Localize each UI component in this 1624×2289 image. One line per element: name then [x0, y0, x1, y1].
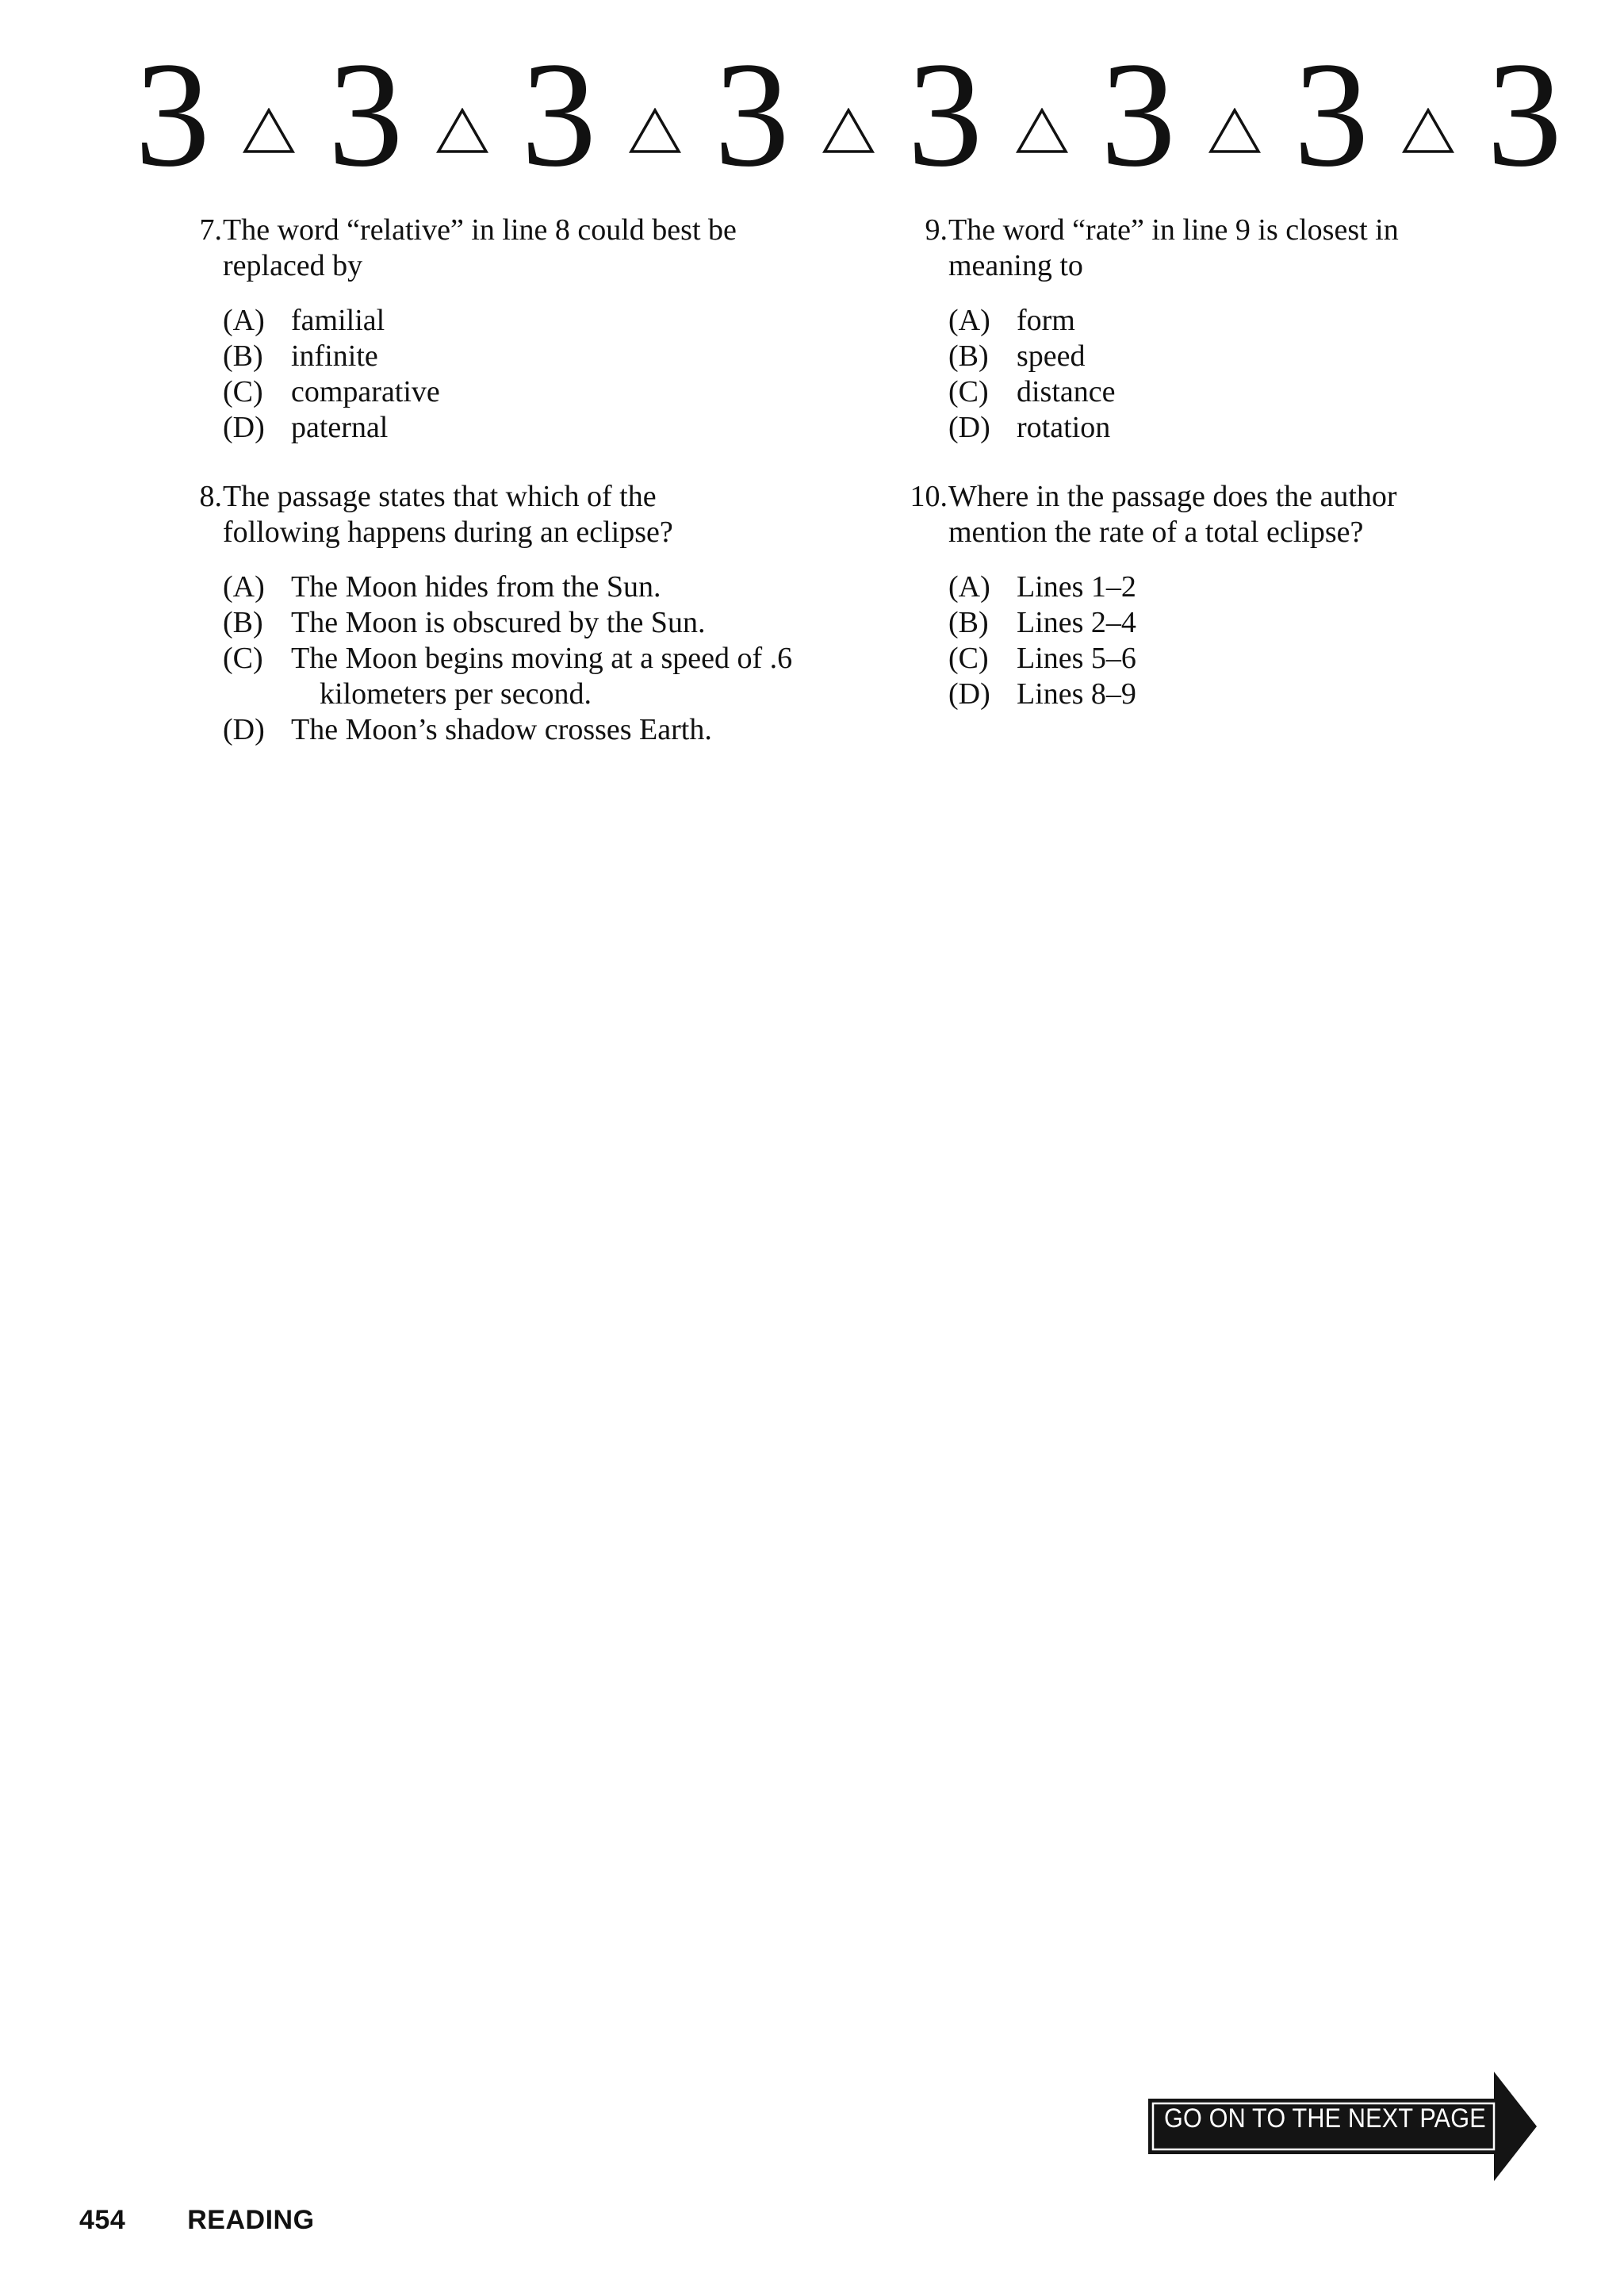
triangle-icon — [1208, 108, 1261, 154]
option-text: Lines 2–4 — [1017, 606, 1136, 639]
option-text: The Moon is obscured by the Sun. — [291, 606, 706, 639]
answer-option-a[interactable] — [223, 303, 793, 339]
option-text: Lines 1–2 — [1017, 570, 1136, 604]
triangle-icon — [243, 108, 295, 154]
question-9 — [884, 213, 1519, 446]
answer-option-b[interactable] — [948, 605, 1519, 641]
question-number: 10. — [910, 480, 948, 513]
option-text: The Moon’s shadow crosses Earth. — [291, 713, 712, 746]
option-text: rotation — [1017, 411, 1111, 444]
question-8 — [159, 479, 793, 748]
triangle-icon — [822, 108, 875, 154]
page-number: 454 — [79, 2205, 126, 2235]
option-letter: (D) — [948, 677, 990, 711]
section-number: 3 — [714, 32, 790, 198]
option-letter: (D) — [223, 713, 265, 746]
triangle-icon — [629, 108, 681, 154]
answer-option-c[interactable] — [223, 641, 793, 712]
option-letter: (C) — [948, 642, 989, 675]
option-letter: (B) — [948, 339, 989, 373]
section-name: READING — [187, 2205, 315, 2235]
question-number: 7. — [199, 213, 222, 247]
answer-options — [223, 569, 793, 748]
triangle-icon — [436, 108, 488, 154]
option-text: infinite — [291, 339, 378, 373]
answer-option-b[interactable] — [948, 339, 1519, 374]
option-text: paternal — [291, 411, 389, 444]
answer-option-c[interactable] — [223, 374, 793, 410]
triangle-icon — [1402, 108, 1454, 154]
option-text: Lines 8–9 — [1017, 677, 1136, 711]
answer-option-a[interactable] — [948, 303, 1519, 339]
section-number: 3 — [1486, 32, 1562, 198]
section-number: 3 — [521, 32, 597, 198]
option-letter: (D) — [948, 411, 990, 444]
option-letter: (A) — [948, 304, 990, 337]
question-10 — [884, 479, 1519, 712]
option-letter: (A) — [223, 304, 265, 337]
option-letter: (B) — [223, 339, 263, 373]
option-text: speed — [1017, 339, 1086, 373]
answer-option-a[interactable] — [223, 569, 793, 605]
answer-option-c[interactable] — [948, 374, 1519, 410]
section-number: 3 — [907, 32, 983, 198]
option-letter: (A) — [223, 570, 265, 604]
section-number: 3 — [1100, 32, 1176, 198]
option-letter: (C) — [223, 642, 263, 675]
answer-option-a[interactable] — [948, 569, 1519, 605]
answer-option-b[interactable] — [223, 339, 793, 374]
option-letter: (C) — [948, 375, 989, 408]
question-stem: Where in the passage does the author mention the rate of a total eclipse? — [948, 480, 1397, 549]
answer-options — [223, 303, 793, 446]
option-text: form — [1017, 304, 1075, 337]
question-number: 9. — [925, 213, 948, 247]
answer-option-d[interactable] — [948, 677, 1519, 712]
answer-option-d[interactable] — [223, 410, 793, 446]
next-page-label: GO ON TO THE NEXT PAGE — [1164, 2103, 1486, 2134]
question-stem: The passage states that which of the following happens during an eclipse? — [223, 480, 673, 549]
page-footer — [79, 2205, 315, 2236]
left-question-column — [159, 213, 793, 781]
answer-option-b[interactable] — [223, 605, 793, 641]
option-letter: (A) — [948, 570, 990, 604]
answer-options — [948, 303, 1519, 446]
question-stem: The word “relative” in line 8 could best be replaced by — [223, 213, 737, 282]
option-text: comparative — [291, 375, 440, 408]
option-letter: (C) — [223, 375, 263, 408]
option-letter: (B) — [948, 606, 989, 639]
right-question-column — [884, 213, 1519, 746]
question-7 — [159, 213, 793, 446]
question-stem: The word “rate” in line 9 is closest in meaning to — [948, 213, 1399, 282]
answer-option-d[interactable] — [223, 712, 793, 748]
question-number: 8. — [199, 480, 222, 513]
section-number: 3 — [135, 32, 210, 198]
option-letter: (B) — [223, 606, 263, 639]
option-text: The Moon begins moving at a speed of .6 kilometers per second. — [291, 642, 793, 711]
triangle-icon — [1016, 108, 1068, 154]
section-number: 3 — [327, 32, 404, 198]
answer-options — [948, 569, 1519, 712]
option-text: The Moon hides from the Sun. — [291, 570, 661, 604]
section-number: 3 — [1293, 32, 1369, 198]
answer-option-c[interactable] — [948, 641, 1519, 677]
option-text: Lines 5–6 — [1017, 642, 1136, 675]
go-on-next-page-arrow[interactable] — [1148, 2072, 1537, 2181]
option-text: familial — [291, 304, 385, 337]
option-text: distance — [1017, 375, 1116, 408]
answer-option-d[interactable] — [948, 410, 1519, 446]
section-banner — [135, 32, 1562, 198]
option-letter: (D) — [223, 411, 265, 444]
